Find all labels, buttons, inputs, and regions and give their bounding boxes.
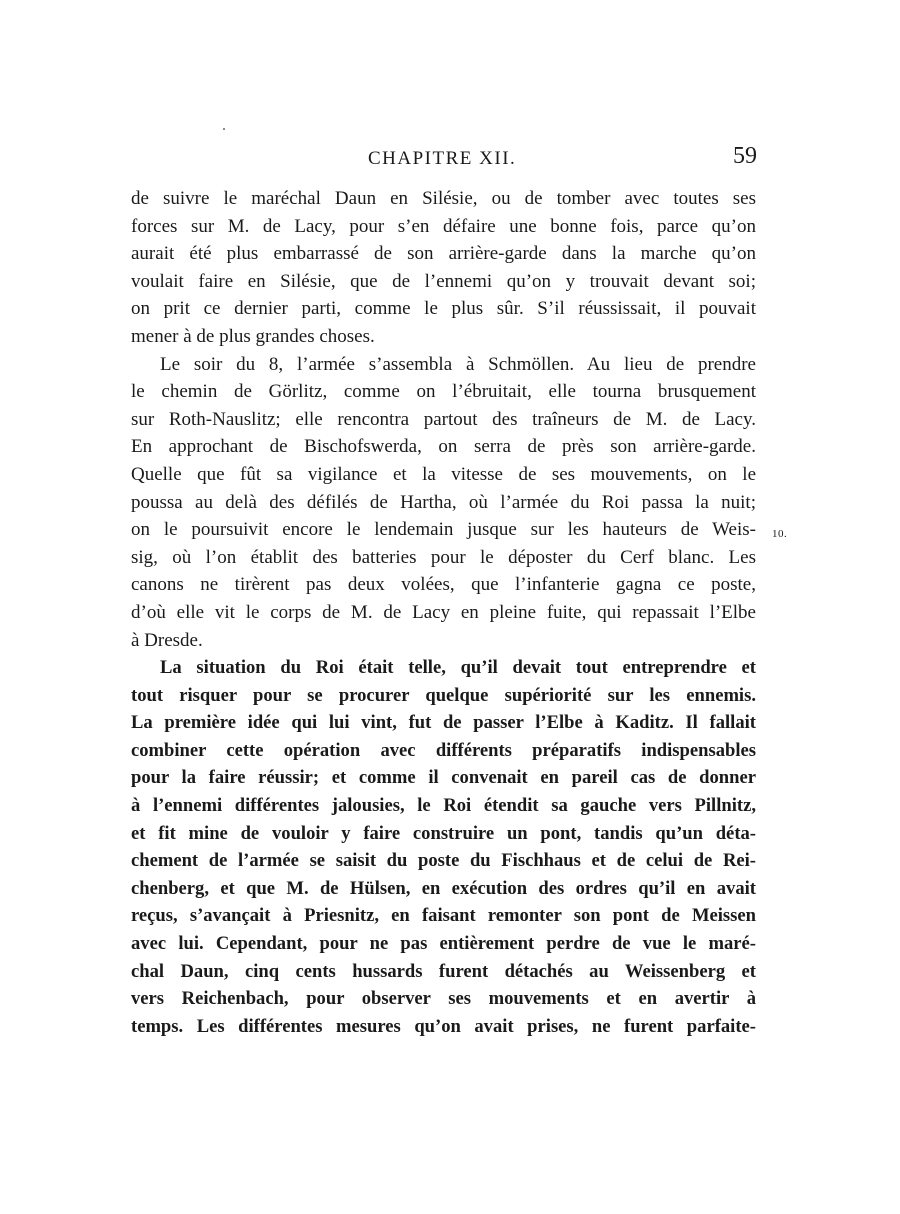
text-line: reçus, s’avançait à Priesnitz, en faisant remonter son pont de Meissen <box>131 905 756 927</box>
text-line: le chemin de Görlitz, comme on l’ébruitait, elle tourna brusquement <box>131 381 756 403</box>
text-line: temps. Les différentes mesures qu’on avait prises, ne furent parfaite- <box>131 1015 756 1037</box>
text-line: et fit mine de vouloir y faire construire un pont, tandis qu’un déta- <box>131 822 756 844</box>
ink-speck <box>223 128 225 130</box>
text-line: pour la faire réussir; et comme il convenait en pareil cas de donner <box>131 767 756 789</box>
text-line: chenberg, et que M. de Hülsen, en exécution des ordres qu’il en avait <box>131 877 756 899</box>
text-line: sig, où l’on établit des batteries pour le déposter du Cerf blanc. Les <box>131 546 756 568</box>
text-line: chement de l’armée se saisit du poste du Fischhaus et de celui de Rei- <box>131 850 756 872</box>
text-line: La première idée qui lui vint, fut de passer l’Elbe à Kaditz. Il fallait <box>131 712 756 734</box>
text-line: vers Reichenbach, pour observer ses mouvements et en avertir à <box>131 988 756 1010</box>
text-line: La situation du Roi était telle, qu’il devait tout entreprendre et <box>160 657 756 679</box>
text-line: aurait été plus embarrassé de son arrière-garde dans la marche qu’on <box>131 243 756 265</box>
text-line: combiner cette opération avec différents préparatifs indispensables <box>131 739 756 761</box>
text-line: chal Daun, cinq cents hussards furent détachés au Weissenberg et <box>131 960 756 982</box>
body-text <box>131 185 756 1040</box>
text-line: à Dresde. <box>131 629 203 651</box>
margin-line-number: 10. <box>772 528 788 540</box>
text-line: tout risquer pour se procurer quelque supériorité sur les ennemis. <box>131 684 756 706</box>
text-line: mener à de plus grandes choses. <box>131 325 375 347</box>
text-line: à l’ennemi différentes jalousies, le Roi étendit sa gauche vers Pillnitz, <box>131 795 756 817</box>
text-line: de suivre le maréchal Daun en Silésie, ou de tomber avec toutes ses <box>131 188 756 209</box>
text-line: Le soir du 8, l’armée s’assembla à Schmöllen. Au lieu de prendre <box>160 353 756 375</box>
text-line: on le poursuivit encore le lendemain jusque sur les hauteurs de Weis- <box>131 519 756 541</box>
paragraph-3 <box>131 654 756 1040</box>
running-title: CHAPITRE XII. <box>368 148 517 169</box>
paragraph-2 <box>131 351 756 655</box>
text-line: avec lui. Cependant, pour ne pas entièrement perdre de vue le maré- <box>131 933 756 955</box>
text-line: sur Roth-Nauslitz; elle rencontra partout des traîneurs de M. de Lacy. <box>131 408 756 430</box>
text-line: canons ne tirèrent pas deux volées, que l’infanterie gagna ce poste, <box>131 574 756 596</box>
text-line: voulait faire en Silésie, que de l’ennemi qu’on y trouvait devant soi; <box>131 270 756 292</box>
text-line: En approchant de Bischofswerda, on serra de près son arrière-garde. <box>131 436 756 458</box>
text-line: on prit ce dernier parti, comme le plus sûr. S’il réussissait, il pouvait <box>131 298 756 320</box>
text-line: poussa au delà des défilés de Hartha, où l’armée du Roi passa la nuit; <box>131 491 756 513</box>
text-line: forces sur M. de Lacy, pour s’en défaire une bonne fois, parce qu’on <box>131 215 756 237</box>
page-number: 59 <box>733 143 757 169</box>
text-line: d’où elle vit le corps de M. de Lacy en pleine fuite, qui repassait l’Elbe <box>131 601 756 623</box>
paragraph-1 <box>131 185 756 351</box>
text-line: Quelle que fût sa vigilance et la vitesse de ses mouvements, on le <box>131 463 756 485</box>
